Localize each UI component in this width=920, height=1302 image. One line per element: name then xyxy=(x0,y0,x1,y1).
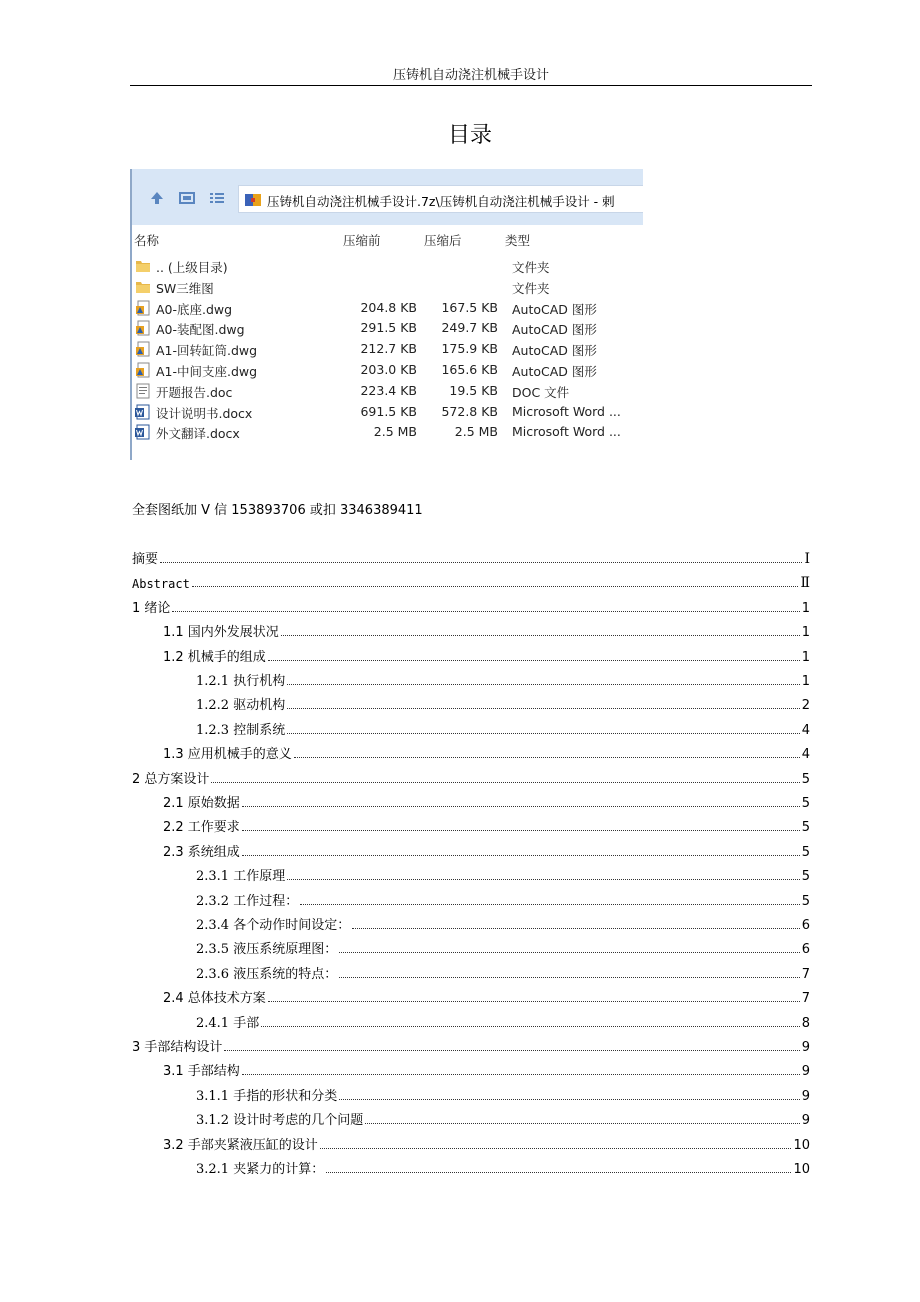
column-header-type[interactable]: 类型 xyxy=(505,233,531,248)
file-row[interactable] xyxy=(130,318,643,339)
toc-entry-title: 摘要 xyxy=(132,552,159,567)
toc-entry[interactable] xyxy=(132,1033,810,1055)
toc-entry[interactable] xyxy=(196,1082,810,1104)
toc-leader-dots xyxy=(261,1026,800,1027)
toc-page-number: 9 xyxy=(801,1088,810,1104)
archive-file-list xyxy=(130,169,643,460)
toc-entry[interactable] xyxy=(196,911,810,933)
toc-page-number: 5 xyxy=(801,893,810,909)
file-type: DOC 文件 xyxy=(512,384,570,400)
toc-page-number: 5 xyxy=(801,844,810,860)
toc-entry-title: 1.2.1 执行机构 xyxy=(196,674,286,689)
file-name: A1-中间支座.dwg xyxy=(156,364,258,379)
toc-entry[interactable] xyxy=(196,667,810,689)
file-type: Microsoft Word ... xyxy=(512,424,621,440)
folder-icon xyxy=(135,279,151,295)
toc-entry-title: 2.3.1 工作原理 xyxy=(196,869,286,885)
toc-entry[interactable] xyxy=(132,545,810,567)
column-header-compressed[interactable]: 压缩前 xyxy=(343,233,381,248)
toc-entry-title: 2.3.5 液压系统原理图： xyxy=(196,942,338,958)
file-uncompressed-size: 175.9 KB xyxy=(441,341,498,357)
file-compressed-size: 203.0 KB xyxy=(360,362,417,377)
file-row[interactable] xyxy=(130,277,643,298)
toc-leader-dots xyxy=(242,806,800,807)
toc-leader-dots xyxy=(242,855,800,856)
address-bar[interactable] xyxy=(238,185,643,213)
toc-page-number: 2 xyxy=(801,698,810,714)
toc-leader-dots xyxy=(320,1148,792,1149)
toc-leader-dots xyxy=(339,1099,800,1100)
toc-leader-dots xyxy=(268,1001,800,1002)
view-icon[interactable] xyxy=(178,191,196,205)
file-type: AutoCAD 图形 xyxy=(512,364,597,379)
file-uncompressed-size: 167.5 KB xyxy=(441,299,498,315)
toc-entry[interactable] xyxy=(132,765,810,787)
toc-entry[interactable] xyxy=(163,618,810,640)
toc-entry-title: Abstract xyxy=(132,577,190,592)
toc-page-number: 9 xyxy=(801,1113,810,1129)
toc-entry-title: 2.3 系统组成 xyxy=(163,844,240,860)
file-compressed-size: 2.5 MB xyxy=(373,424,417,440)
toc-entry[interactable] xyxy=(163,984,810,1006)
file-name: A0-装配图.dwg xyxy=(156,322,245,338)
toc-leader-dots xyxy=(160,562,802,563)
toc-leader-dots xyxy=(268,660,800,661)
toc-entry[interactable] xyxy=(196,716,810,738)
toc-entry-title: 3.1.2 设计时考虑的几个问题 xyxy=(196,1113,364,1129)
toc-leader-dots xyxy=(339,977,800,978)
explorer-toolbar xyxy=(132,169,643,225)
toc-entry-title: 1.1 国内外发展状况 xyxy=(163,625,279,641)
toc-entry[interactable] xyxy=(196,935,810,957)
file-type: AutoCAD 图形 xyxy=(512,322,597,338)
toc-entry-title: 3.2 手部夹紧液压缸的设计 xyxy=(163,1137,318,1153)
column-header-uncompressed[interactable]: 压缩后 xyxy=(424,233,462,248)
toc-leader-dots xyxy=(287,708,800,709)
dwg-icon xyxy=(135,362,151,378)
toc-entry-title: 2.3.6 液压系统的特点： xyxy=(196,966,338,982)
toc-entry[interactable] xyxy=(196,887,810,909)
toc-entry[interactable] xyxy=(163,1057,810,1079)
file-row[interactable] xyxy=(130,360,643,381)
column-header-name[interactable]: 名称 xyxy=(134,233,160,248)
toc-entry-title: 2.1 原始数据 xyxy=(163,796,240,811)
toc-leader-dots xyxy=(242,830,800,831)
file-row[interactable] xyxy=(130,381,643,402)
toc-leader-dots xyxy=(211,782,799,783)
toc-entry-title: 2.4 总体技术方案 xyxy=(163,991,266,1007)
running-header: 压铸机自动浇注机械手设计 xyxy=(392,68,549,83)
toc-page-number: 5 xyxy=(801,820,810,836)
toc-entry[interactable] xyxy=(163,789,810,811)
toc-entry[interactable] xyxy=(163,1131,810,1153)
toc-page-number: 4 xyxy=(801,747,810,763)
up-arrow-icon[interactable] xyxy=(148,191,166,205)
toc-leader-dots xyxy=(352,928,800,929)
toc-page-number: 9 xyxy=(801,1064,810,1080)
toc-entry[interactable] xyxy=(196,1155,810,1177)
doc-icon xyxy=(135,383,151,399)
word-icon xyxy=(135,424,151,440)
toc-leader-dots xyxy=(224,1050,799,1051)
toc-entry-title: 1 绪论 xyxy=(132,600,171,616)
file-type: Microsoft Word ... xyxy=(512,403,621,419)
toc-page-number: 10 xyxy=(793,1137,810,1153)
toc-entry[interactable] xyxy=(163,813,810,835)
toc-leader-dots xyxy=(300,904,800,905)
toc-entry[interactable] xyxy=(196,862,810,884)
toc-entry[interactable] xyxy=(132,569,810,591)
toc-leader-dots xyxy=(294,757,800,758)
toc-entry-title: 1.2.3 控制系统 xyxy=(196,722,286,738)
file-name: 开题报告.doc xyxy=(156,384,233,400)
header-rule xyxy=(130,85,812,86)
toc-leader-dots xyxy=(339,952,800,953)
file-compressed-size: 223.4 KB xyxy=(360,382,417,398)
toc-page-number: 6 xyxy=(801,942,810,958)
toc-page-number: 7 xyxy=(801,991,810,1007)
file-name: A1-回转缸筒.dwg xyxy=(156,343,258,359)
file-name: .. (上级目录) xyxy=(156,260,228,275)
toc-page-number: 1 xyxy=(801,600,810,616)
file-row[interactable] xyxy=(130,422,643,443)
toc-page-number: 5 xyxy=(801,771,810,787)
toc-page-number: 4 xyxy=(801,722,810,738)
toc-entry-title: 3.1 手部结构 xyxy=(163,1064,240,1080)
file-type: 文件夹 xyxy=(512,260,550,275)
dwg-icon xyxy=(135,341,151,357)
file-name: 设计说明书.docx xyxy=(156,405,253,421)
toc-leader-dots xyxy=(287,733,800,734)
toc-entry-title: 2.3.2 工作过程： xyxy=(196,893,299,909)
file-uncompressed-size: 165.6 KB xyxy=(441,362,498,377)
toc-page-number: Ⅱ xyxy=(800,575,810,592)
toc-page-number: 8 xyxy=(801,1015,810,1031)
toc-entry-title: 2.3.4 各个动作时间设定： xyxy=(196,918,351,933)
file-name: 外文翻译.docx xyxy=(156,426,240,442)
toc-page-number: 6 xyxy=(801,918,810,933)
toc-page-number: 5 xyxy=(801,869,810,885)
toc-entry-title: 1.3 应用机械手的意义 xyxy=(163,747,292,763)
list-view-icon[interactable] xyxy=(208,191,226,205)
file-uncompressed-size: 249.7 KB xyxy=(441,320,498,336)
dwg-icon xyxy=(135,300,151,316)
page-title: 目录 xyxy=(447,123,492,148)
file-type: AutoCAD 图形 xyxy=(512,301,597,317)
file-type: AutoCAD 图形 xyxy=(512,343,597,359)
toc-leader-dots xyxy=(242,1074,800,1075)
toc-leader-dots xyxy=(287,879,800,880)
toc-entry[interactable] xyxy=(196,691,810,713)
file-compressed-size: 212.7 KB xyxy=(360,341,417,357)
file-compressed-size: 291.5 KB xyxy=(360,320,417,336)
file-uncompressed-size: 19.5 KB xyxy=(449,382,498,398)
file-row[interactable] xyxy=(130,256,643,277)
toc-leader-dots xyxy=(172,611,799,612)
file-row[interactable] xyxy=(130,402,643,423)
address-path: 压铸机自动浇注机械手设计.7z\压铸机自动浇注机械手设计 - 剌 xyxy=(267,194,615,209)
toc-entry[interactable] xyxy=(196,960,810,982)
toc-entry[interactable] xyxy=(196,1009,810,1031)
toc-page-number: 9 xyxy=(801,1040,810,1055)
word-icon xyxy=(135,404,151,420)
file-row[interactable] xyxy=(130,339,643,360)
dwg-icon xyxy=(135,320,151,336)
toc-entry-title: 3.2.1 夹紧力的计算： xyxy=(196,1162,325,1177)
toc-entry-title: 2.2 工作要求 xyxy=(163,820,240,836)
toc-entry-title: 1.2.2 驱动机构 xyxy=(196,698,286,714)
toc-page-number: 7 xyxy=(801,966,810,982)
file-name: A0-底座.dwg xyxy=(156,301,233,317)
toc-page-number: Ⅰ xyxy=(804,551,810,567)
toc-leader-dots xyxy=(365,1123,800,1124)
toc-entry[interactable] xyxy=(196,1106,810,1128)
toc-page-number: 1 xyxy=(801,674,810,689)
archive-icon xyxy=(245,192,261,206)
toc-entry-title: 2 总方案设计 xyxy=(132,771,210,787)
toc-page-number: 1 xyxy=(801,649,810,665)
toc-leader-dots xyxy=(326,1172,791,1173)
toc-entry-title: 3.1.1 手指的形状和分类 xyxy=(196,1088,338,1104)
toc-entry[interactable] xyxy=(163,740,810,762)
folder-icon xyxy=(135,258,151,274)
toc-leader-dots xyxy=(281,635,800,636)
file-type: 文件夹 xyxy=(512,280,550,296)
contact-note: 全套图纸加 V 信 153893706 或扣 3346389411 xyxy=(132,503,423,518)
toc-entry-title: 2.4.1 手部 xyxy=(196,1015,260,1031)
toc-entry[interactable] xyxy=(163,643,810,665)
toc-leader-dots xyxy=(192,586,799,587)
toc-entry[interactable] xyxy=(163,838,810,860)
toc-page-number: 10 xyxy=(793,1162,810,1177)
file-compressed-size: 691.5 KB xyxy=(360,403,417,419)
toc-entry-title: 1.2 机械手的组成 xyxy=(163,649,266,665)
toc-entry-title: 3 手部结构设计 xyxy=(132,1040,223,1055)
toc-leader-dots xyxy=(287,684,800,685)
toc-entry[interactable] xyxy=(132,594,810,616)
file-row[interactable] xyxy=(130,298,643,319)
toc-page-number: 5 xyxy=(801,796,810,811)
file-uncompressed-size: 2.5 MB xyxy=(454,424,498,440)
file-uncompressed-size: 572.8 KB xyxy=(441,403,498,419)
file-compressed-size: 204.8 KB xyxy=(360,299,417,315)
file-name: SW三维图 xyxy=(156,280,214,296)
toc-page-number: 1 xyxy=(801,625,810,641)
